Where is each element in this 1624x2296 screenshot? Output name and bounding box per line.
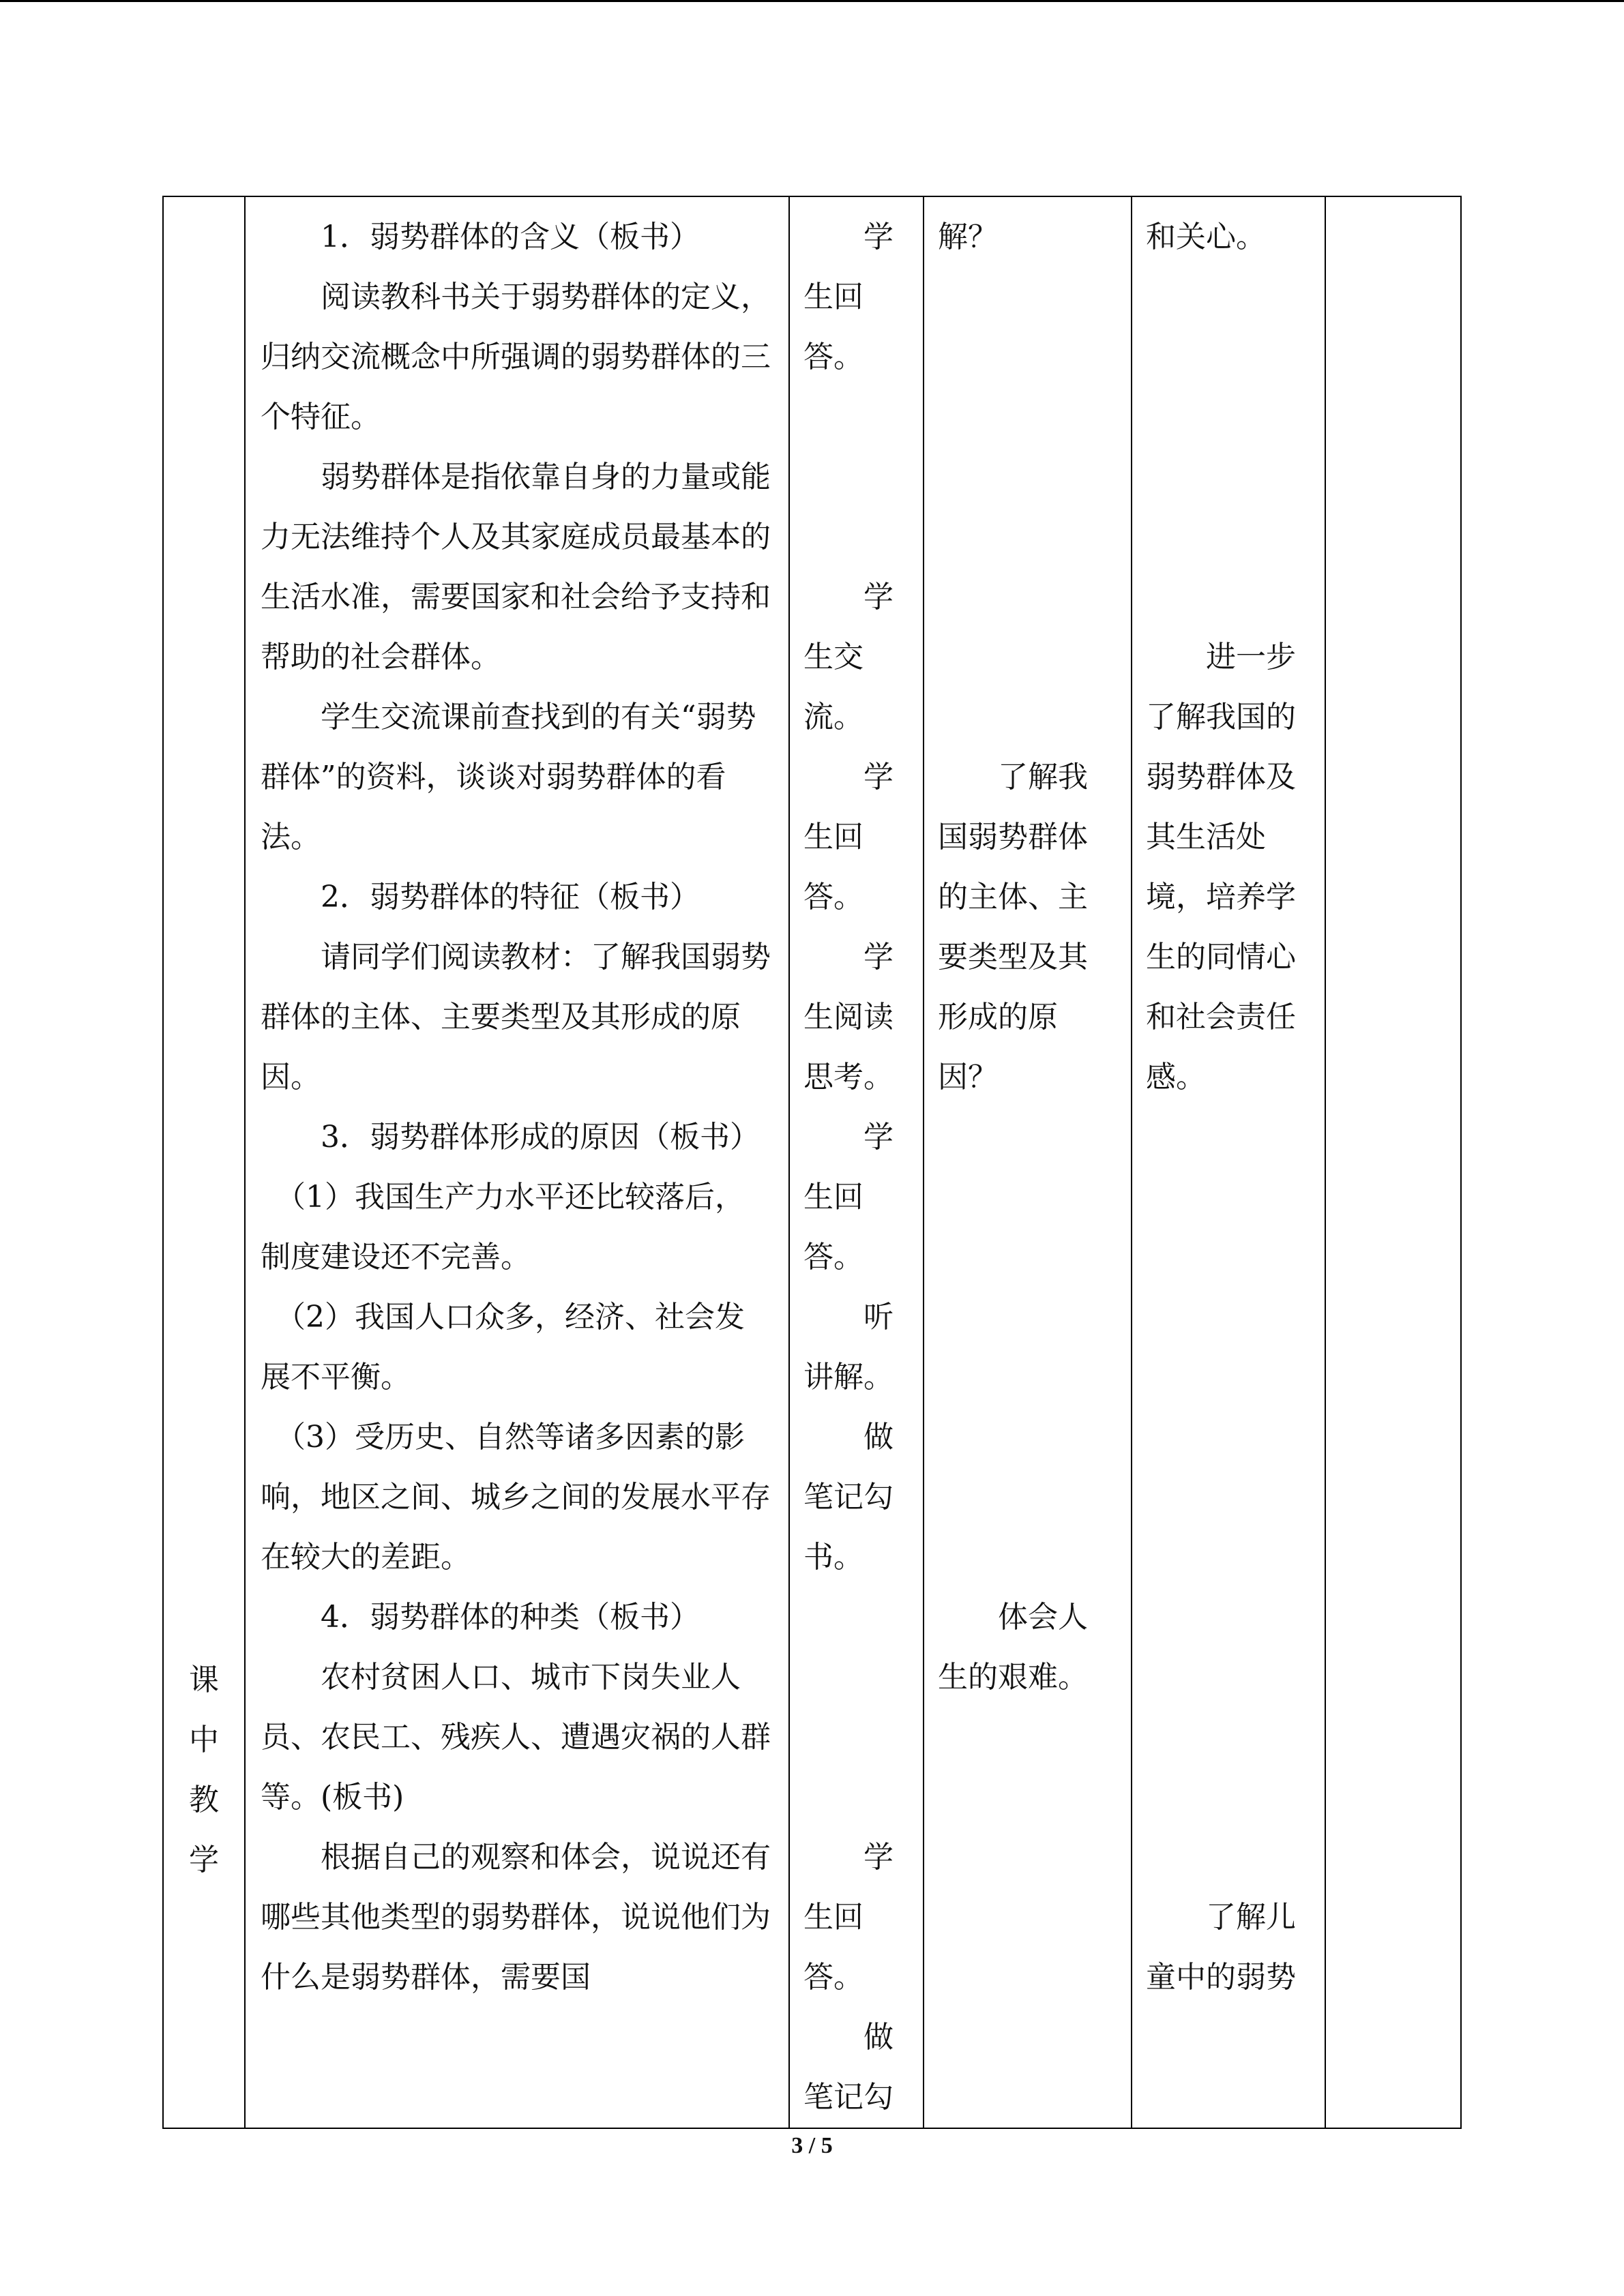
lesson-plan-table [162, 196, 1462, 2129]
design-intent-text: 解？ 了解我 国弱势群体 的主体、主 要类型及其 形成的原 因？ 体会人 生的艰难。 [938, 220, 1088, 1695]
teaching-content-text: 1．弱势群体的含义（板书） 阅读教科书关于弱势群体的定义，归纳交流概念中所强调的弱势群体的三个特征。 弱势群体是指依靠自身的力量或能力无法维持个人及其家庭成员最基本的生活水准，需要国家和社会给予支持和帮助的社会群体。 学生交流课前查找到的有关“弱势群体”的资料，谈谈对弱势群体的看法。 2．弱势群体的特征（板书） 请同学们阅读教材：了解我国弱势群体的主体、主要类型及其形成的原因。 3．弱势群体形成的原因（板书） （1）我国生产力水平还比较落后，制度建设还不完善。 （2）我国人口众多，经济、社会发展不平衡。 （3）受历史、自然等诸多因素的影响，地区之间、城乡之间的发展水平存在较大的差距。 4．弱势群体的种类（板书） 农村贫困人口、城市下岗失业人员、农民工、残疾人、遭遇灾祸的人群等。(板书) 根据自己的观察和体会，说说还有哪些其他类型的弱势群体，说说他们为什么是弱势群体，需要国 [261, 220, 771, 1995]
table-row [163, 196, 1461, 2128]
design-intent-cell [924, 196, 1132, 2128]
note-cell [1325, 196, 1461, 2128]
teaching-goal-cell [1132, 196, 1325, 2128]
stage-cell [163, 196, 245, 2128]
teaching-content-cell [245, 196, 789, 2128]
teaching-goal-text: 和关心。 进一步 了解我国的 弱势群体及 其生活处 境，培养学 生的同情心 和社会责任 感。 了解儿 童中的弱势 [1146, 220, 1296, 1995]
student-activity-cell [789, 196, 924, 2128]
stage-label: 课中教学 [189, 1663, 219, 1877]
student-activity-text: 学 生回 答。 学 生交 流。 学 生回 答。 学 生阅读 思考。 学 生回 答。 听 讲解。 做 笔记勾 书。 学 生回 答。 做 笔记勾 [803, 220, 894, 2115]
page-number: 3 / 5 [791, 2133, 833, 2158]
page-top-rule [0, 0, 1624, 2]
